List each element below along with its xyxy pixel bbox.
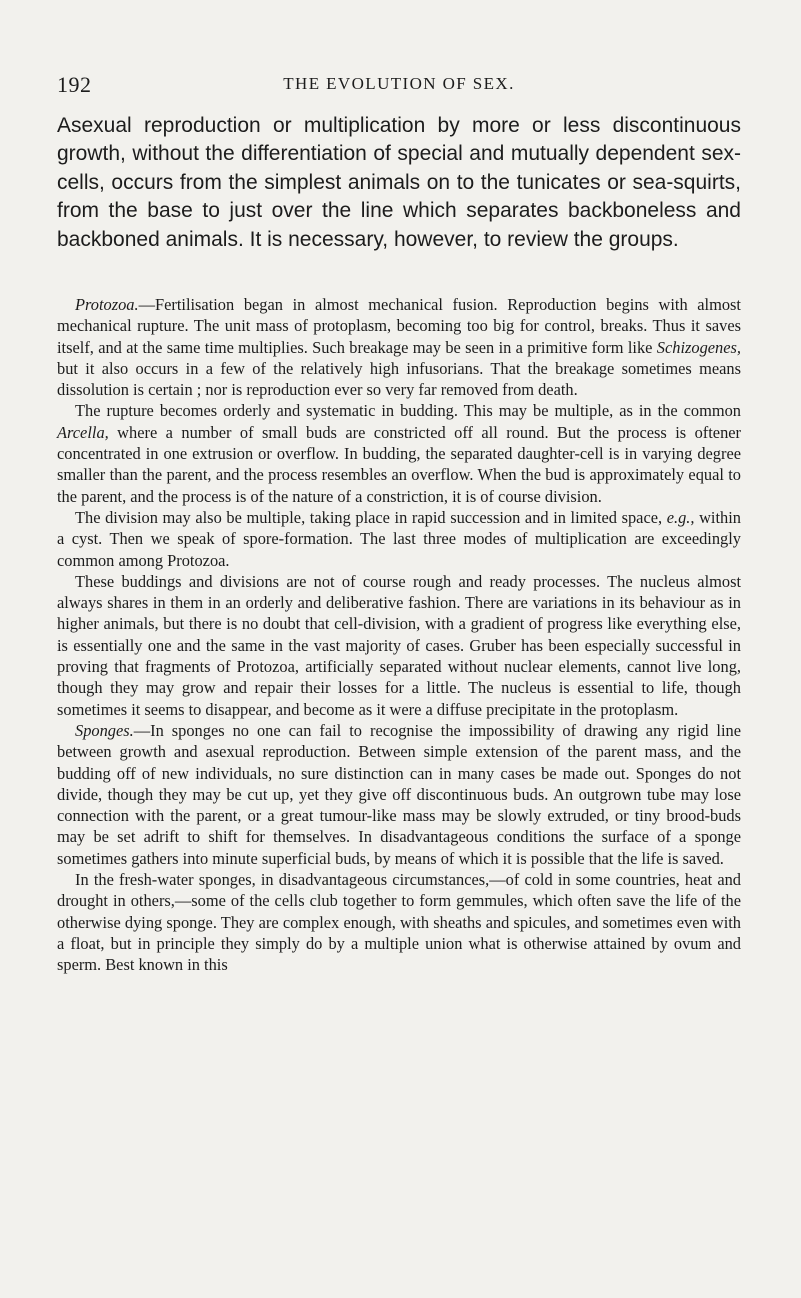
taxon-name: Schizogenes, — [656, 337, 741, 357]
paragraph-text: The division may also be multiple, taking place in rapid succession and in limited space, — [75, 507, 667, 527]
paragraph-budding — [57, 400, 741, 506]
page-number: 192 — [57, 72, 92, 97]
paragraph-text: —Fertilisation began in almost mechanical fusion. Reproduction begins with almost mechanical rupture. The unit mass of protoplasm, becoming too big for control, breaks. Thus it saves itself, and at the same time multiplies. Such breakage may be seen in a primitive form like — [57, 295, 741, 357]
paragraph-division — [57, 507, 741, 571]
paragraph-gemmules: In the fresh-water sponges, in disadvantageous circumstances,—of cold in some countries, heat and drought in others,—some of the cells club together to form gemmules, which often save the life of the otherwise dying sponge. They are complex enough, with sheaths and spicules, and sometimes even with a float, but in principle they simply do by a multiple union what is otherwise attained by ovum and sperm. Best known in this — [57, 870, 741, 975]
running-title: THE EVOLUTION OF SEX. — [283, 74, 515, 93]
paragraph-text: where a number of small buds are constricted off all round. But the process is oftener concentrated in one extrusion or overflow. In budding, the separated daughter-cell is in varying degree smaller than the parent, and the process resembles an overflow. When the bud is approximately equal to the parent, and the process is of the nature of a constriction, it is of course division. — [57, 422, 741, 506]
lead-paragraph: Asexual reproduction or multiplication by more or less discontinuous growth, without the differentiation of special and mutually dependent sex-cells, occurs from the simplest animals on to the tunicates or sea-squirts, from the base to just over the line which separates backboneless and backboned animals. It is necessary, however, to review the groups. — [57, 114, 741, 251]
paragraph-text: but it also occurs in a few of the relatively high infusorians. That the breakage sometimes means dissolution is certain ; nor is reproduction ever so very far removed from death. — [57, 358, 741, 400]
paragraph-sponges — [57, 720, 741, 869]
paragraph-text: The rupture becomes orderly and systematic in budding. This may be multiple, as in the common — [75, 401, 741, 421]
body-text — [57, 294, 741, 976]
section-heading-sponges: Sponges. — [75, 720, 134, 740]
paragraph-text: —In sponges no one can fail to recognise the impossibility of drawing any rigid line between growth and asexual reproduction. Between simple extension of the parent mass, and the budding off of new individuals, no sure distinction can in many cases be made out. Sponges do not divide, though they may be cut up, yet they give off discontinuous buds. An outgrown tube may lose connection with the parent, or a great tumour-like mass may be slowly extruded, or tiny brood-buds may be set adrift to shift for themselves. In disadvantageous conditions the surface of a sponge sometimes gathers into minute superficial buds, by means of which it is possible that the life is saved. — [57, 720, 741, 868]
abbreviation: e.g., — [666, 507, 695, 527]
section-heading-protozoa: Protozoa. — [75, 295, 139, 314]
running-head — [57, 72, 741, 98]
paragraph-nucleus: These buddings and divisions are not of course rough and ready processes. The nucleus almost always shares in them in an orderly and deliberative fashion. There are variations in its behaviour as in higher animals, but there is no doubt that cell-division, with a gradient of progress like everything else, is essentially one and the same in the vast majority of cases. Gruber has been especially successful in proving that fragments of Protozoa, artificially separated without nuclear elements, cannot live long, though they may grow and repair their losses for a little. The nucleus is essential to life, though sometimes it seems to disappear, and become as it were a diffuse precipitate in the protoplasm. — [57, 571, 741, 719]
paragraph-text: within a cyst. Then we speak of spore-formation. The last three modes of multiplication are exceedingly common among Protozoa. — [57, 507, 741, 570]
paragraph-protozoa-fertilisation — [57, 294, 741, 400]
taxon-name: Arcella, — [57, 422, 109, 442]
